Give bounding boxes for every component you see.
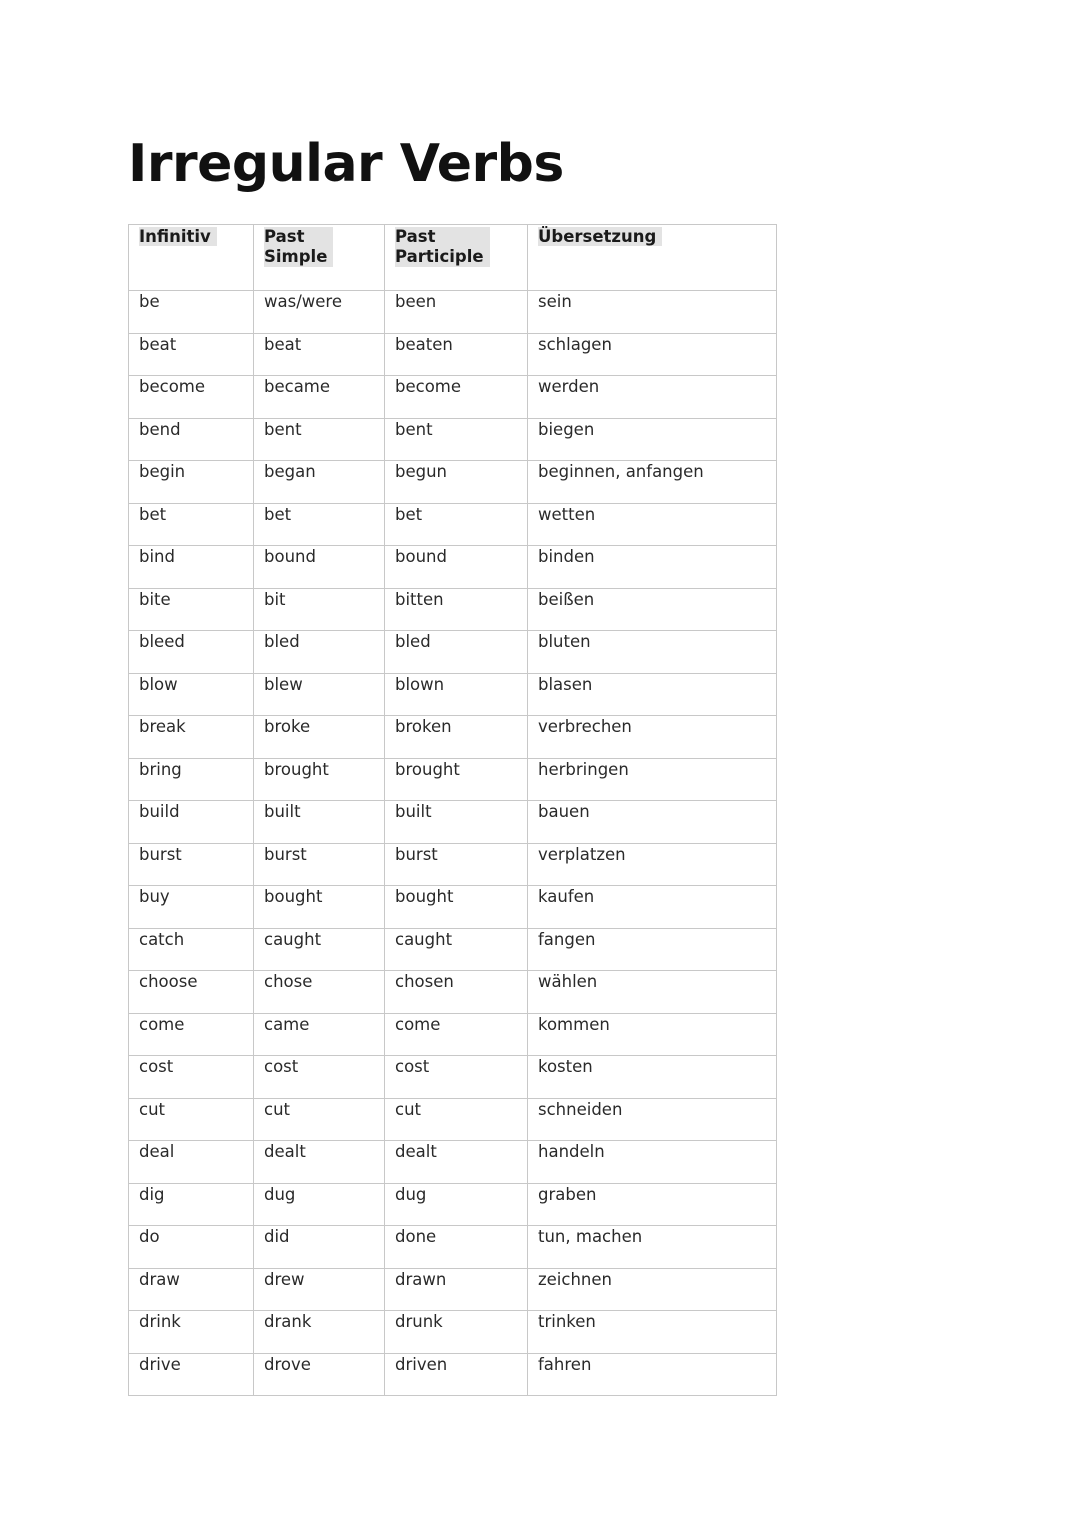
past-simple-cell: beat xyxy=(254,333,385,376)
header-row xyxy=(129,225,777,291)
uebersetzung-cell: kommen xyxy=(528,1013,777,1056)
uebersetzung-cell: wählen xyxy=(528,971,777,1014)
uebersetzung-cell: tun, machen xyxy=(528,1226,777,1269)
past-participle-cell: broken xyxy=(385,716,528,759)
past-simple-cell: burst xyxy=(254,843,385,886)
header-past-simple-line1: Past xyxy=(264,227,305,246)
table-row xyxy=(129,546,777,589)
uebersetzung-cell: sein xyxy=(528,291,777,334)
past-simple-cell: chose xyxy=(254,971,385,1014)
table-row xyxy=(129,291,777,334)
table-row xyxy=(129,673,777,716)
past-participle-cell: burst xyxy=(385,843,528,886)
past-participle-cell: bent xyxy=(385,418,528,461)
uebersetzung-cell: herbringen xyxy=(528,758,777,801)
infinitiv-cell: bleed xyxy=(129,631,254,674)
uebersetzung-cell: kosten xyxy=(528,1056,777,1099)
past-simple-cell: bet xyxy=(254,503,385,546)
past-participle-cell: bound xyxy=(385,546,528,589)
past-participle-cell: come xyxy=(385,1013,528,1056)
table-row xyxy=(129,1098,777,1141)
table-body xyxy=(129,291,777,1396)
past-participle-cell: chosen xyxy=(385,971,528,1014)
past-participle-cell: begun xyxy=(385,461,528,504)
past-participle-cell: bet xyxy=(385,503,528,546)
infinitiv-cell: blow xyxy=(129,673,254,716)
past-simple-cell: caught xyxy=(254,928,385,971)
infinitiv-cell: become xyxy=(129,376,254,419)
infinitiv-cell: do xyxy=(129,1226,254,1269)
table-row xyxy=(129,801,777,844)
past-participle-cell: driven xyxy=(385,1353,528,1396)
past-simple-cell: came xyxy=(254,1013,385,1056)
past-participle-cell: bitten xyxy=(385,588,528,631)
past-simple-cell: dealt xyxy=(254,1141,385,1184)
past-simple-cell: blew xyxy=(254,673,385,716)
table-row xyxy=(129,503,777,546)
past-simple-cell: began xyxy=(254,461,385,504)
table-row xyxy=(129,461,777,504)
header-uebersetzung-label: Übersetzung xyxy=(538,227,662,246)
table-row xyxy=(129,1353,777,1396)
infinitiv-cell: drive xyxy=(129,1353,254,1396)
uebersetzung-cell: graben xyxy=(528,1183,777,1226)
table-row xyxy=(129,1268,777,1311)
table-row xyxy=(129,588,777,631)
header-infinitiv-label: Infinitiv xyxy=(139,227,217,246)
infinitiv-cell: catch xyxy=(129,928,254,971)
header-uebersetzung xyxy=(528,225,777,291)
infinitiv-cell: come xyxy=(129,1013,254,1056)
uebersetzung-cell: bluten xyxy=(528,631,777,674)
infinitiv-cell: break xyxy=(129,716,254,759)
infinitiv-cell: be xyxy=(129,291,254,334)
uebersetzung-cell: verplatzen xyxy=(528,843,777,886)
table-row xyxy=(129,843,777,886)
past-simple-cell: was/were xyxy=(254,291,385,334)
table-row xyxy=(129,758,777,801)
table-row xyxy=(129,1056,777,1099)
past-simple-cell: broke xyxy=(254,716,385,759)
infinitiv-cell: buy xyxy=(129,886,254,929)
past-participle-cell: brought xyxy=(385,758,528,801)
header-infinitiv xyxy=(129,225,254,291)
header-past-simple-label xyxy=(264,227,333,267)
past-participle-cell: blown xyxy=(385,673,528,716)
table-row xyxy=(129,631,777,674)
past-participle-cell: cut xyxy=(385,1098,528,1141)
infinitiv-cell: drink xyxy=(129,1311,254,1354)
infinitiv-cell: draw xyxy=(129,1268,254,1311)
past-simple-cell: drove xyxy=(254,1353,385,1396)
past-participle-cell: cost xyxy=(385,1056,528,1099)
past-simple-cell: dug xyxy=(254,1183,385,1226)
infinitiv-cell: bring xyxy=(129,758,254,801)
uebersetzung-cell: binden xyxy=(528,546,777,589)
uebersetzung-cell: blasen xyxy=(528,673,777,716)
past-participle-cell: bought xyxy=(385,886,528,929)
infinitiv-cell: cut xyxy=(129,1098,254,1141)
infinitiv-cell: deal xyxy=(129,1141,254,1184)
irregular-verbs-table xyxy=(128,224,777,1396)
header-past-participle xyxy=(385,225,528,291)
past-participle-cell: been xyxy=(385,291,528,334)
past-participle-cell: dug xyxy=(385,1183,528,1226)
past-participle-cell: done xyxy=(385,1226,528,1269)
table-row xyxy=(129,1013,777,1056)
past-simple-cell: built xyxy=(254,801,385,844)
past-participle-cell: caught xyxy=(385,928,528,971)
past-participle-cell: drunk xyxy=(385,1311,528,1354)
infinitiv-cell: dig xyxy=(129,1183,254,1226)
infinitiv-cell: beat xyxy=(129,333,254,376)
table-row xyxy=(129,1183,777,1226)
uebersetzung-cell: zeichnen xyxy=(528,1268,777,1311)
past-participle-cell: built xyxy=(385,801,528,844)
infinitiv-cell: begin xyxy=(129,461,254,504)
uebersetzung-cell: fahren xyxy=(528,1353,777,1396)
uebersetzung-cell: wetten xyxy=(528,503,777,546)
past-simple-cell: bound xyxy=(254,546,385,589)
header-past-participle-line2: Participle xyxy=(395,247,484,266)
uebersetzung-cell: beißen xyxy=(528,588,777,631)
infinitiv-cell: bite xyxy=(129,588,254,631)
past-simple-cell: cost xyxy=(254,1056,385,1099)
past-simple-cell: drank xyxy=(254,1311,385,1354)
past-simple-cell: bit xyxy=(254,588,385,631)
past-simple-cell: bought xyxy=(254,886,385,929)
uebersetzung-cell: bauen xyxy=(528,801,777,844)
past-simple-cell: bled xyxy=(254,631,385,674)
header-past-simple xyxy=(254,225,385,291)
table-row xyxy=(129,971,777,1014)
uebersetzung-cell: kaufen xyxy=(528,886,777,929)
table-row xyxy=(129,1311,777,1354)
infinitiv-cell: cost xyxy=(129,1056,254,1099)
past-simple-cell: bent xyxy=(254,418,385,461)
uebersetzung-cell: beginnen, anfangen xyxy=(528,461,777,504)
past-simple-cell: did xyxy=(254,1226,385,1269)
past-simple-cell: cut xyxy=(254,1098,385,1141)
infinitiv-cell: build xyxy=(129,801,254,844)
past-participle-cell: bled xyxy=(385,631,528,674)
past-simple-cell: drew xyxy=(254,1268,385,1311)
uebersetzung-cell: schlagen xyxy=(528,333,777,376)
table-row xyxy=(129,376,777,419)
header-past-participle-label xyxy=(395,227,490,267)
table-row xyxy=(129,418,777,461)
uebersetzung-cell: trinken xyxy=(528,1311,777,1354)
table-header xyxy=(129,225,777,291)
infinitiv-cell: bet xyxy=(129,503,254,546)
past-participle-cell: become xyxy=(385,376,528,419)
infinitiv-cell: burst xyxy=(129,843,254,886)
uebersetzung-cell: biegen xyxy=(528,418,777,461)
header-past-participle-line1: Past xyxy=(395,227,436,246)
past-participle-cell: beaten xyxy=(385,333,528,376)
infinitiv-cell: bend xyxy=(129,418,254,461)
table-row xyxy=(129,716,777,759)
uebersetzung-cell: werden xyxy=(528,376,777,419)
uebersetzung-cell: fangen xyxy=(528,928,777,971)
table-row xyxy=(129,1226,777,1269)
infinitiv-cell: bind xyxy=(129,546,254,589)
uebersetzung-cell: schneiden xyxy=(528,1098,777,1141)
table-row xyxy=(129,928,777,971)
header-past-simple-line2: Simple xyxy=(264,247,328,266)
uebersetzung-cell: verbrechen xyxy=(528,716,777,759)
table-row xyxy=(129,333,777,376)
past-simple-cell: brought xyxy=(254,758,385,801)
past-participle-cell: dealt xyxy=(385,1141,528,1184)
past-simple-cell: became xyxy=(254,376,385,419)
past-participle-cell: drawn xyxy=(385,1268,528,1311)
infinitiv-cell: choose xyxy=(129,971,254,1014)
table-row xyxy=(129,886,777,929)
uebersetzung-cell: handeln xyxy=(528,1141,777,1184)
page-title: Irregular Verbs xyxy=(128,134,564,194)
table-row xyxy=(129,1141,777,1184)
